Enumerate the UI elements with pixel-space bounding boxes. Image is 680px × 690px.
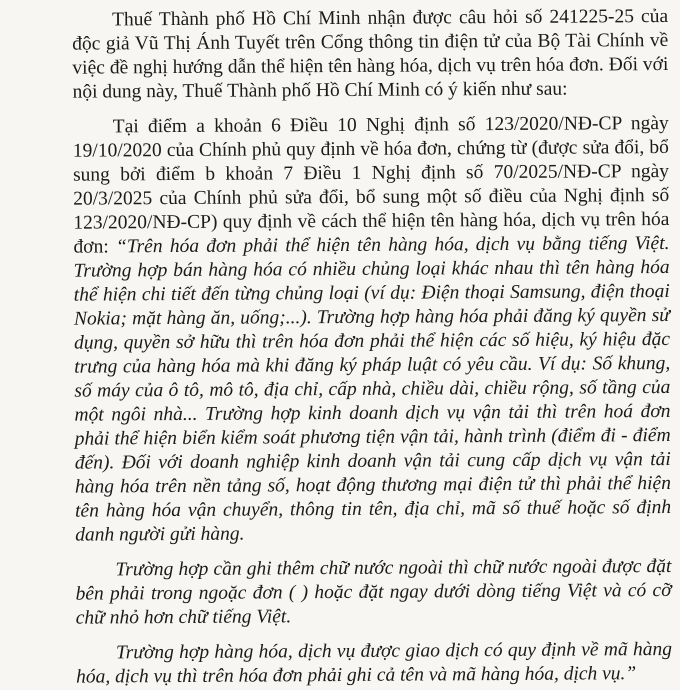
paragraph-intro-text: Thuế Thành phố Hồ Chí Minh nhận được câu hỏi số 241225-25 của độc giả Vũ Thị Ánh Tuyết trên Cổng thông tin điện tử của Bộ Tài Chính về việc đề nghị hướng dẫn thể hiện tên hàng hóa, dịch vụ trên hóa đơn. Đối với nội dung này, Thuế Thành phố Hồ Chí Minh có ý kiến như sau: <box>72 5 669 103</box>
paragraph-foreign-text-rule-text: Trường hợp cần ghi thêm chữ nước ngoài thì chữ nước ngoài được đặt bên phải trong ngoặc đơn ( ) hoặc đặt ngay dưới dòng tiếng Việt và có cỡ chữ nhỏ hơn chữ tiếng Việt. <box>75 555 672 629</box>
paragraph-intro <box>72 5 669 105</box>
paragraph-goods-code-rule-text: Trường hợp hàng hóa, dịch vụ được giao dịch có quy định về mã hàng hóa, dịch vụ thì trên hóa đơn phải ghi cả tên và mã hàng hóa, dịch vụ.” <box>76 638 673 688</box>
quoted-regulation-text: “Trên hóa đơn phải thể hiện tên hàng hóa, dịch vụ bằng tiếng Việt. Trường hợp bán hàng hóa có nhiều chủng loại khác nhau thì tên hàng hóa thể hiện chi tiết đến từng chủng loại (ví dụ: Điện thoại Samsung, điện thoại Nokia; mặt hàng ăn, uống;...). Trường hợp hàng hóa phải đăng ký quyền sử dụng, quyền sở hữu thì trên hóa đơn phải thể hiện các số hiệu, ký hiệu đặc trưng của hàng hóa mà khi đăng ký pháp luật có yêu cầu. Ví dụ: Số khung, số máy của ô tô, mô tô, địa chỉ, cấp nhà, chiều dài, chiều rộng, số tầng của một ngôi nhà... Trường hợp kinh doanh dịch vụ vận tải thì trên hoá đơn phải thể hiện biển kiểm soát phương tiện vận tải, hành trình (điểm đi - điểm đến). Đối với doanh nghiệp kinh doanh vận tải cung cấp dịch vụ vận tải hàng hóa trên nền tảng số, hoạt động thương mại điện tử thì phải thể hiện tên hàng hóa vận chuyển, thông tin tên, địa chỉ, mã số thuế hoặc số định danh người gửi hàng. <box>73 232 672 546</box>
paragraph-goods-code-rule <box>76 638 672 690</box>
paragraph-legal-basis <box>73 112 672 548</box>
paragraph-legal-basis-text: Tại điểm a khoản 6 Điều 10 Nghị định số 123/2020/NĐ-CP ngày 19/10/2020 của Chính phủ quy định về hóa đơn, chứng từ (được sửa đổi, bổ sung bởi điểm b khoản 7 Điều 1 Nghị định số 70/2025/NĐ-CP ngày 20/3/2025 của Chính phủ sửa đổi, bổ sung một số điều của Nghị định số 123/2020/NĐ-CP) quy định về cách thể hiện tên hàng hóa, dịch vụ trên hóa đơn: <box>72 112 670 258</box>
paragraph-foreign-text-rule <box>75 555 671 631</box>
